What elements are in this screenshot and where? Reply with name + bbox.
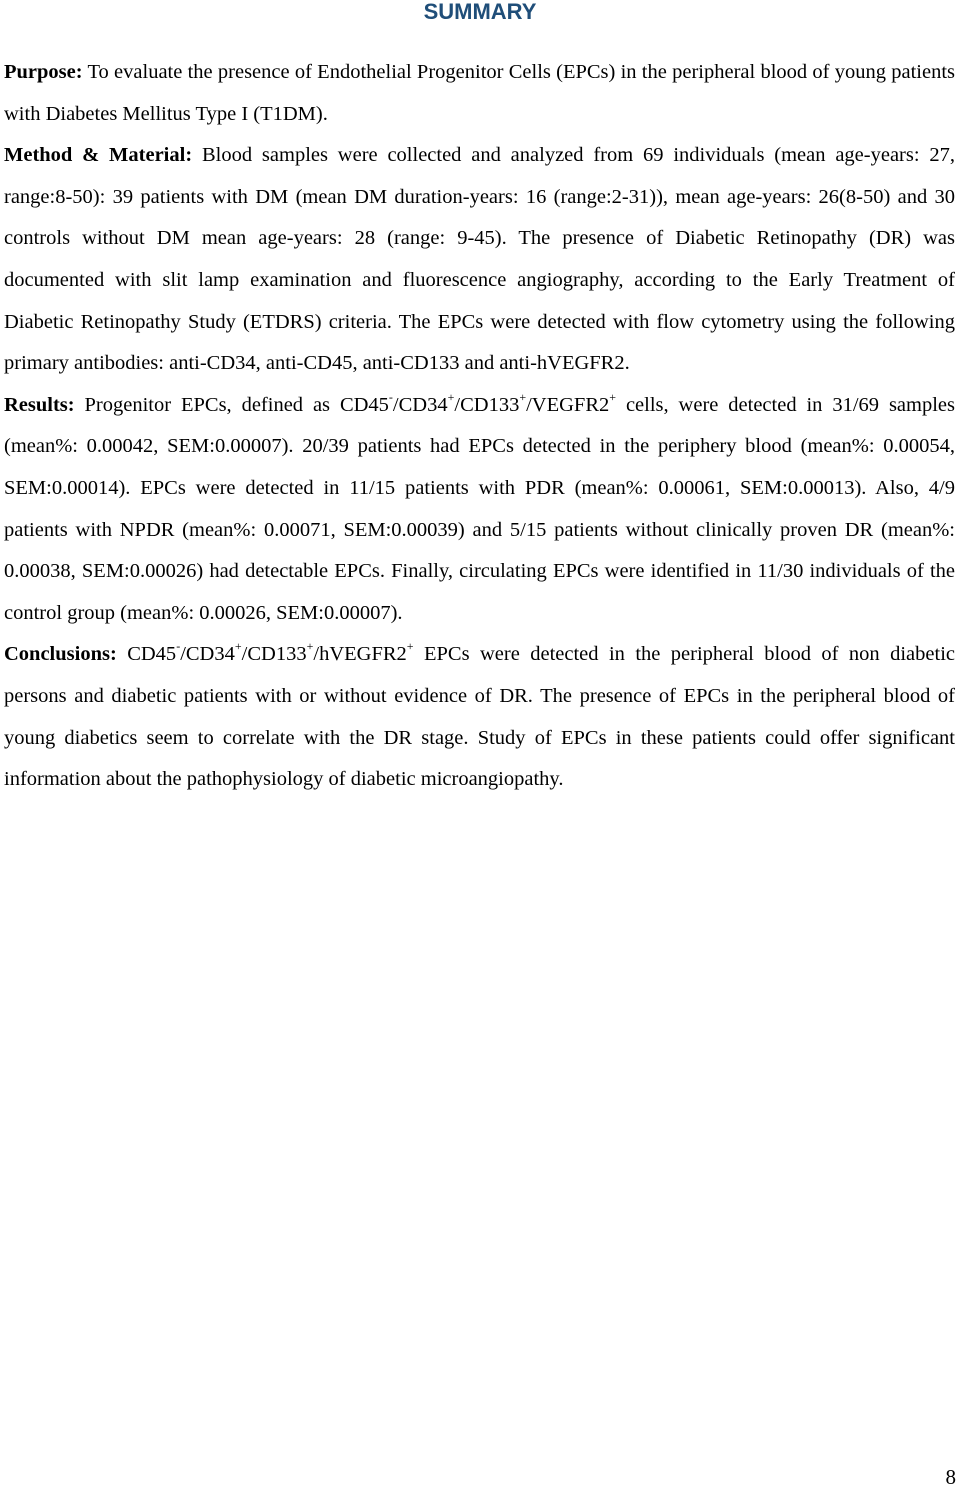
results-paragraph (4, 385, 955, 635)
conclusions-text-3: /CD133 (241, 643, 307, 666)
method-paragraph (4, 135, 955, 385)
conclusions-text-1: CD45 (116, 643, 177, 666)
results-text-2: /CD34 (392, 393, 448, 416)
results-text-3: /CD133 (454, 393, 520, 416)
method-text: Blood samples were collected and analyzed from 69 individuals (mean age-years: 27, range:8-50): 39 patients with DM (mean DM duration-years: 16 (range:2-31)), mean age-years: 26(8-50) and 30 controls without DM mean age-years: 28 (range: 9-45). The presence of Diabetic Retinopathy (DR) was documented with slit lamp examination and fluorescence angiography, according to the Early Treatment of Diabetic Retinopathy Study (ETDRS) criteria. The EPCs were detected with flow cytometry using the following primary antibodies: anti-CD34, anti-CD45, anti-CD133 and anti-hVEGFR2. (4, 144, 955, 375)
conclusions-superscript-2: + (234, 639, 242, 654)
purpose-paragraph (4, 52, 955, 135)
conclusions-text-4: /hVEGFR2 (313, 643, 407, 666)
conclusions-superscript-3: + (306, 639, 314, 654)
results-superscript-2: + (447, 389, 455, 404)
conclusions-text-2: /CD34 (180, 643, 235, 666)
page-number: 8 (945, 1465, 956, 1489)
summary-body (4, 52, 955, 801)
purpose-label: Purpose: (4, 61, 83, 83)
results-label: Results: (4, 393, 75, 416)
conclusions-paragraph (4, 634, 955, 800)
results-text-1: Progenitor EPCs, defined as CD45 (74, 393, 389, 416)
results-text-5: cells, were detected in 31/69 samples (mean%: 0.00042, SEM:0.00007). 20/39 patients had EPCs detected in the periphery blood (mean%: 0.00054, SEM:0.00014). EPCs were detected in 11/15 patients with PDR (mean%: 0.00061, SEM:0.00013). Also, 4/9 patients with NPDR (mean%: 0.00071, SEM:0.00039) and 5/15 patients without clinically proven DR (mean%: 0.00038, SEM:0.00026) had detectable EPCs. Finally, circulating EPCs were identified in 11/30 individuals of the control group (mean%: 0.00026, SEM:0.00007). (4, 393, 955, 624)
conclusions-label: Conclusions: (4, 643, 117, 666)
conclusions-text-5: EPCs were detected in the peripheral blood of non diabetic persons and diabetic patients with or without evidence of DR. The presence of EPCs in the peripheral blood of young diabetics seem to correlate with the DR stage. Study of EPCs in these patients could offer significant information about the pathophysiology of diabetic microangiopathy. (4, 643, 955, 791)
results-superscript-3: + (519, 389, 527, 404)
results-superscript-4: + (609, 389, 617, 404)
results-text-4: /VEGFR2 (526, 393, 610, 416)
method-label: Method & Material: (4, 144, 193, 167)
purpose-text: To evaluate the presence of Endothelial Progenitor Cells (EPCs) in the peripheral blood of young patients with Diabetes Mellitus Type I (T1DM). (4, 61, 955, 125)
results-superscript-1: - (388, 389, 393, 404)
conclusions-superscript-4: + (406, 639, 414, 654)
summary-heading: SUMMARY (423, 0, 537, 24)
conclusions-superscript-1: - (176, 639, 181, 654)
